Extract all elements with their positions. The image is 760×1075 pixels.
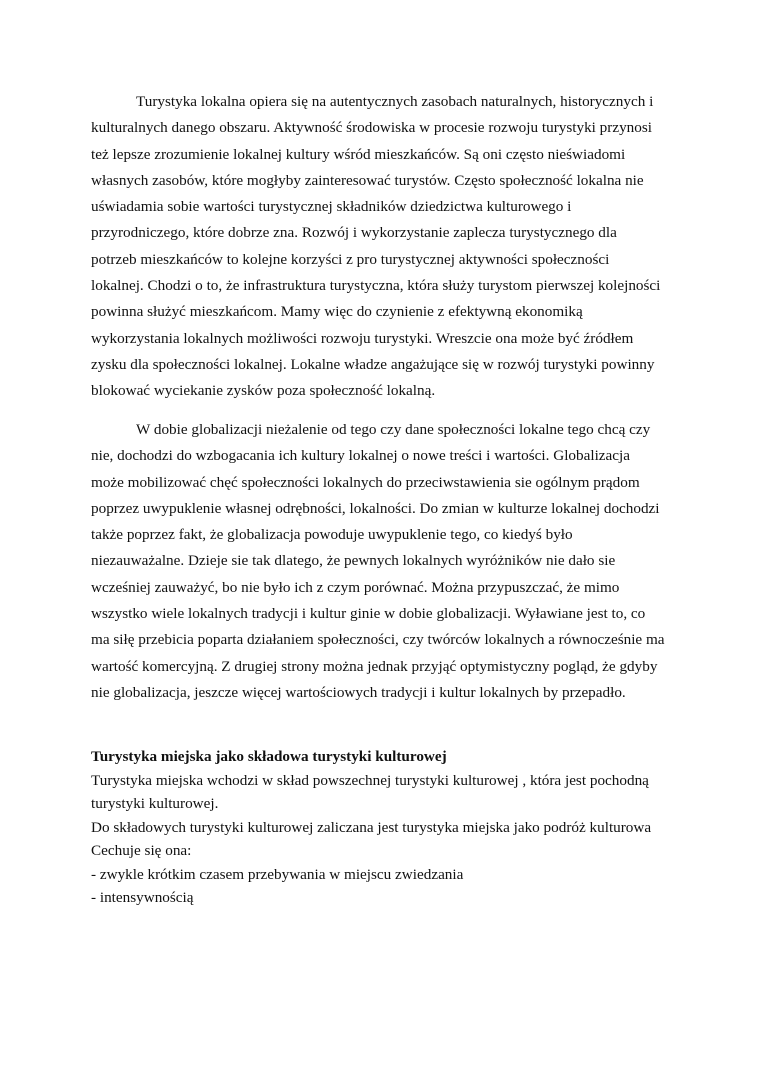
paragraph-line: ma siłę przebicia poparta działaniem społeczności, czy twórców lokalnych a równocześnie ma <box>91 631 665 649</box>
paragraph-line: też lepsze zrozumienie lokalnej kultury wśród mieszkańców. Są oni często nieświadomi <box>91 145 626 163</box>
paragraph-line: nie, dochodzi do wzbogacania ich kultury lokalnej o nowe treści i wartości. Globalizacja <box>91 447 630 465</box>
paragraph-line: także poprzez fakt, że globalizacja powoduje uwypuklenie tego, co kiedyś było <box>91 526 573 544</box>
paragraph-line: wartość komercyjną. Z drugiej strony można jednak przyjąć optymistyczny pogląd, że gdyby <box>91 657 658 675</box>
section-heading: Turystyka miejska jako składowa turystyki kulturowej <box>91 748 447 765</box>
paragraph-line: uświadamia sobie wartości turystycznej składników dziedzictwa kulturowego i <box>91 198 572 216</box>
section-line: Do składowych turystyki kulturowej zaliczana jest turystyka miejska jako podróż kulturowa <box>91 818 652 836</box>
paragraph-line: W dobie globalizacji nieżalenie od tego czy dane społeczności lokalne tego chcą czy <box>136 421 651 438</box>
paragraph-line: kulturalnych danego obszaru. Aktywność środowiska w procesie rozwoju turystyki przynosi <box>91 119 652 137</box>
paragraph-line: blokować wyciekanie zysków poza społeczność lokalną. <box>91 382 436 400</box>
section-line: turystyki kulturowej. <box>91 795 219 812</box>
paragraph-globalization <box>91 417 676 706</box>
section-urban-tourism <box>91 745 676 910</box>
paragraph-line: poprzez uwypuklenie własnej odrębności, lokalności. Do zmian w kulturze lokalnej dochodzi <box>91 499 660 517</box>
paragraph-line: nie globalizacja, jeszcze więcej wartościowych tradycji i kultur lokalnych by przepadło. <box>91 683 626 701</box>
paragraph-local-tourism <box>91 89 676 405</box>
list-item: - zwykle krótkim czasem przebywania w miejscu zwiedzania <box>91 865 464 883</box>
paragraph-line: wszystko wiele lokalnych tradycji i kultur ginie w dobie globalizacji. Wyławiane jest to, co <box>91 605 646 623</box>
paragraph-line: lokalnej. Chodzi o to, że infrastruktura turystyczna, która służy turystom pierwszej kolejności <box>91 277 661 295</box>
paragraph-line: wcześniej zauważyć, bo nie było ich z czym porównać. Można przypuszczać, że mimo <box>91 578 620 596</box>
paragraph-line: zysku dla społeczności lokalnej. Lokalne władze angażujące się w rozwój turystyki powinny <box>91 355 655 373</box>
paragraph-line: własnych zasobów, które mogłyby zainteresować turystów. Często społeczność lokalna nie <box>91 171 644 189</box>
paragraph-line: powinna służyć mieszkańcom. Mamy więc do czynienie z efektywną ekonomiką <box>91 303 583 321</box>
paragraph-line: może mobilizować chęć społeczności lokalnych do przeciwstawienia sie ogólnym prądom <box>91 473 640 491</box>
section-line: Cechuje się ona: <box>91 842 192 859</box>
paragraph-line: wykorzystania lokalnych możliwości rozwoju turystyki. Wreszcie ona może być źródłem <box>91 329 634 347</box>
paragraph-line: potrzeb mieszkańców to kolejne korzyści z pro turystycznej aktywności społeczności <box>91 250 610 268</box>
list-item: - intensywnością <box>91 889 194 906</box>
section-line: Turystyka miejska wchodzi w skład powszechnej turystyki kulturowej , która jest pochodną <box>91 771 649 789</box>
paragraph-line: Turystyka lokalna opiera się na autentycznych zasobach naturalnych, historycznych i <box>136 93 654 110</box>
paragraph-line: niezauważalne. Dzieje sie tak dlatego, że pewnych lokalnych wyróżników nie dało sie <box>91 552 616 570</box>
paragraph-line: przyrodniczego, które dobrze zna. Rozwój i wykorzystanie zaplecza turystycznego dla <box>91 224 617 242</box>
